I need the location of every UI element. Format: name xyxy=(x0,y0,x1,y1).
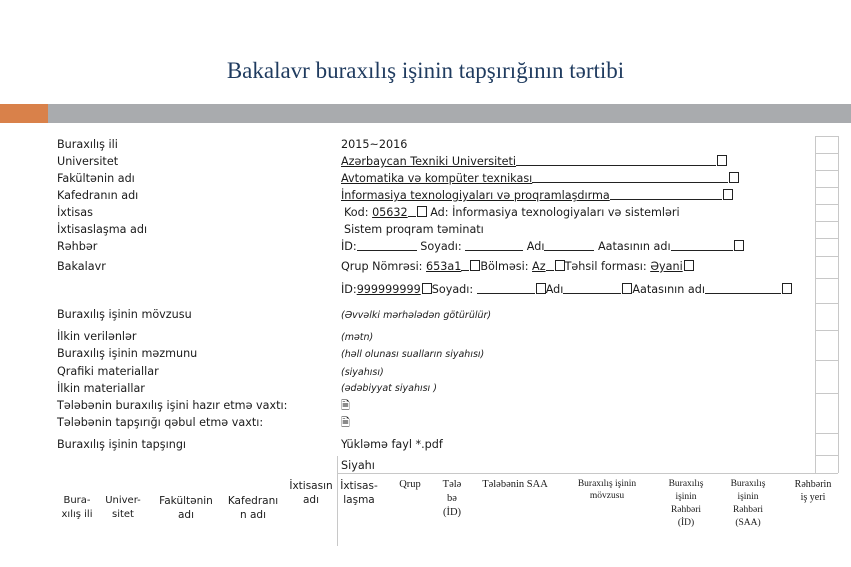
value-university: Azərbaycan Texniki Universiteti xyxy=(341,155,517,168)
blank-line xyxy=(465,240,523,251)
value-topic[interactable]: (Əvvəlki mərhələdən götürülür) xyxy=(341,310,492,321)
dropdown-box-icon[interactable] xyxy=(723,189,733,200)
specialty-code-value: 05632 xyxy=(372,206,408,219)
grid-line xyxy=(815,393,838,394)
specialty-name: Ad: İnformasiya texnologiyaları və sistemləri xyxy=(430,206,680,219)
supervisor-name-label: Adı xyxy=(526,240,545,253)
header-specialization: İxtisas- laşma xyxy=(340,480,378,506)
dropdown-box-icon[interactable] xyxy=(555,260,565,271)
label-faculty: Fakültənin adı xyxy=(57,172,135,185)
section-value: Az xyxy=(532,260,546,273)
header-year: Bura- xılış ili xyxy=(61,495,93,520)
header-supervisor-saa: Buraxılış işinin Rəhbəri (SAA) xyxy=(730,479,766,528)
grid-line xyxy=(815,433,838,434)
grid-line xyxy=(838,136,839,473)
grid-line xyxy=(815,256,838,257)
grid-line xyxy=(815,153,838,154)
blank-line xyxy=(408,206,416,217)
dropdown-box-icon[interactable] xyxy=(422,283,432,294)
dropdown-box-icon[interactable] xyxy=(782,283,792,294)
dropdown-box-icon[interactable] xyxy=(734,240,744,251)
accent-bar-grey xyxy=(48,104,851,123)
label-supervisor: Rəhbər xyxy=(57,240,98,253)
header-topic: Buraxılış işinin mövzusu xyxy=(577,479,637,501)
grid-line xyxy=(337,473,838,474)
specialty-code-label: Kod: xyxy=(344,206,369,219)
label-specialty: İxtisas xyxy=(57,206,93,219)
header-supervisor-workplace: Rəhbərin iş yeri xyxy=(794,479,832,503)
label-topic: Buraxılış işinin mövzusu xyxy=(57,308,192,321)
value-faculty: Avtomatika və kompüter texnikası xyxy=(341,172,533,185)
student-id-value: 999999999 xyxy=(356,283,421,296)
calendar-icon[interactable]: 🗎 xyxy=(341,416,350,429)
study-form-label: Təhsil forması: xyxy=(564,260,647,273)
page-title: Bakalavr buraxılış işinin tapşırığının tərtibi xyxy=(226,58,625,83)
field-student-id[interactable] xyxy=(341,283,792,297)
blank-line xyxy=(705,283,781,294)
grid-line xyxy=(815,221,838,222)
grid-line xyxy=(815,136,838,137)
blank-line xyxy=(671,240,733,251)
blank-line xyxy=(563,283,621,294)
dropdown-box-icon[interactable] xyxy=(717,155,727,166)
blank-line xyxy=(610,189,722,200)
grid-line xyxy=(815,238,838,239)
blank-line xyxy=(516,155,716,166)
grid-line xyxy=(815,303,838,304)
blank-line xyxy=(546,260,554,271)
supervisor-surname-label: Soyadı: xyxy=(420,240,462,253)
grid-line xyxy=(815,360,838,361)
value-initial-data[interactable]: (mətn) xyxy=(341,332,374,343)
field-department[interactable] xyxy=(341,189,733,203)
header-student-saa: Tələbənin SAA xyxy=(482,479,548,490)
blank-line xyxy=(357,240,417,251)
dropdown-box-icon[interactable] xyxy=(470,260,480,271)
supervisor-patronymic-label: Aatasının adı xyxy=(598,240,671,253)
value-specialization[interactable]: Sistem proqram təminatı xyxy=(344,223,484,236)
label-university: Universitet xyxy=(57,155,119,168)
value-graphic-materials[interactable]: (siyahısı) xyxy=(341,367,384,378)
field-faculty[interactable] xyxy=(341,172,739,186)
label-ready-date: Tələbənin buraxılış işini hazır etmə vaxtı: xyxy=(57,399,288,412)
header-student-id: Tələ bə (İD) xyxy=(442,479,462,518)
label-content: Buraxılış işinin məzmunu xyxy=(57,347,198,360)
dropdown-box-icon[interactable] xyxy=(417,206,427,217)
blank-line xyxy=(544,240,594,251)
field-university[interactable] xyxy=(341,155,727,169)
study-form-value: Əyani xyxy=(650,260,683,273)
label-initial-materials: İlkin materiallar xyxy=(57,382,145,395)
value-initial-materials[interactable]: (ədəbiyyat siyahısı ) xyxy=(341,383,437,394)
student-surname-label: Soyadı: xyxy=(431,283,474,296)
label-bachelor: Bakalavr xyxy=(57,260,106,273)
grid-line xyxy=(815,330,838,331)
value-department: İnformasiya texnologiyaları və proqramlaşdırma xyxy=(341,189,610,202)
blank-line xyxy=(461,260,469,271)
section-label: Bölməsi: xyxy=(480,260,529,273)
blank-line xyxy=(532,172,728,183)
supervisor-id-label: İD: xyxy=(341,240,357,253)
blank-line xyxy=(477,283,535,294)
field-specialty[interactable] xyxy=(344,206,680,220)
calendar-icon[interactable]: 🗎 xyxy=(341,399,350,412)
dropdown-box-icon[interactable] xyxy=(536,283,546,294)
group-number-value: 653a1 xyxy=(426,260,462,273)
grid-line xyxy=(815,204,838,205)
value-year[interactable]: 2015~2016 xyxy=(341,138,408,151)
student-name-label: Adı xyxy=(545,283,564,296)
student-patronymic-label: Aatasının adı xyxy=(632,283,705,296)
accent-bar-orange xyxy=(0,104,48,123)
grid-line xyxy=(815,278,838,279)
field-bachelor[interactable] xyxy=(341,260,694,274)
student-id-label: İD: xyxy=(341,283,357,296)
label-department: Kafedranın adı xyxy=(57,189,139,202)
dropdown-box-icon[interactable] xyxy=(729,172,739,183)
header-faculty: Fakültənin adı xyxy=(159,495,213,521)
field-supervisor[interactable] xyxy=(341,240,744,254)
label-assignment: Buraxılış işinin tapşıngı xyxy=(57,438,187,451)
header-specialty: İxtisasın adı xyxy=(289,480,333,506)
dropdown-box-icon[interactable] xyxy=(684,260,694,271)
label-initial-data: İlkin verilənlər xyxy=(57,330,137,343)
upload-file-link[interactable]: Yükləmə fayl *.pdf xyxy=(341,438,443,451)
list-label: Siyahı xyxy=(341,459,375,472)
label-accept-date: Tələbənin tapşırığı qəbul etmə vaxtı: xyxy=(57,416,264,429)
grid-line xyxy=(815,455,838,456)
header-supervisor-id: Buraxılış işinin Rəhbəri (İD) xyxy=(668,479,704,528)
header-department: Kafedranı n adı xyxy=(227,495,279,521)
header-group: Qrup xyxy=(399,479,421,490)
label-graphic-materials: Qrafiki materiallar xyxy=(57,365,159,378)
label-year: Buraxılış ili xyxy=(57,138,118,151)
label-specialization: İxtisaslaşma adı xyxy=(57,223,148,236)
dropdown-box-icon[interactable] xyxy=(622,283,632,294)
header-university: Univer- sitet xyxy=(105,495,141,520)
value-content[interactable]: (həll olunası sualların siyahısı) xyxy=(341,349,485,360)
grid-line xyxy=(815,187,838,188)
grid-line xyxy=(815,170,838,171)
group-number-label: Qrup Nömrəsi: xyxy=(341,260,423,273)
